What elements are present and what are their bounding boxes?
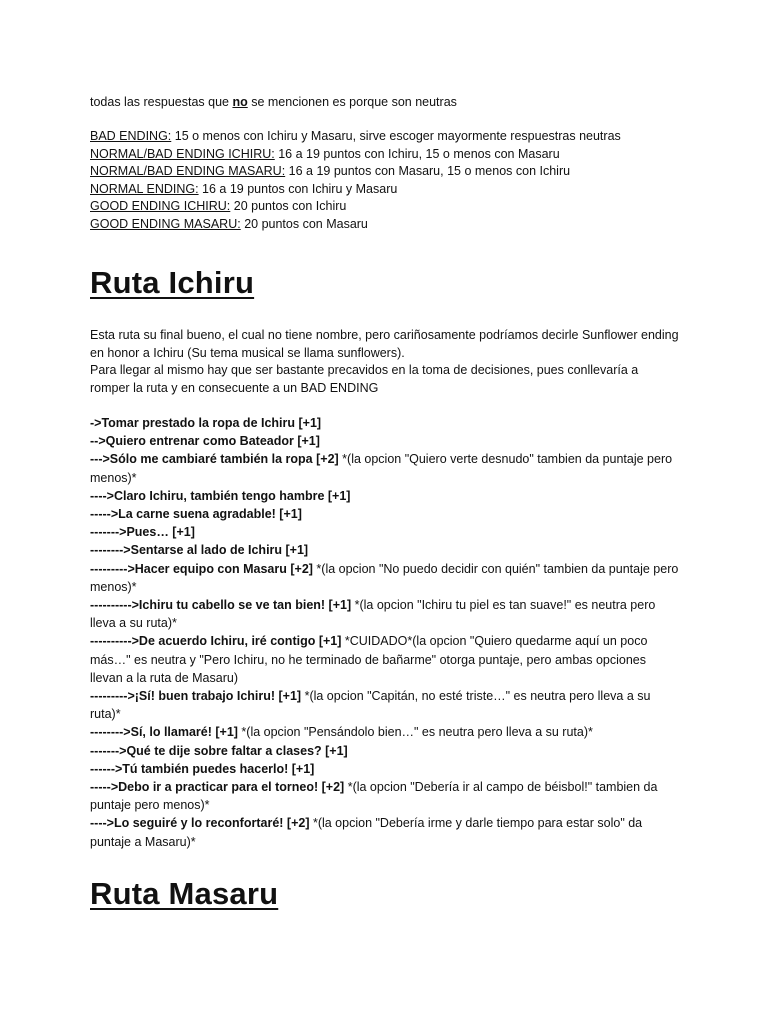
step-item (90, 505, 680, 523)
step-note: *(la opcion "Debería ir al campo de béisbol!" tambien da puntaje pero menos)* (90, 780, 658, 813)
intro-emphasis: no (232, 95, 248, 109)
step-choice: ---->Lo seguiré y lo reconfortaré! [+2] (90, 816, 310, 831)
ending-label: NORMAL ENDING: (90, 181, 199, 196)
step-item (90, 723, 680, 741)
step-item (90, 560, 680, 596)
ending-label: NORMAL/BAD ENDING MASARU: (90, 164, 286, 178)
ending-row (90, 216, 621, 234)
step-choice: --------->¡Sí! buen trabajo Ichiru! [+1] (90, 689, 302, 704)
intro-note (90, 95, 457, 109)
ending-row (90, 128, 621, 146)
step-item (90, 760, 680, 778)
step-choice: --->Sólo me cambiaré también la ropa [+2] (90, 452, 339, 467)
step-item (90, 742, 680, 760)
intro-after: se mencionen es porque son neutras (247, 95, 457, 109)
step-item (90, 487, 680, 505)
step-choice: ------->Qué te dije sobre faltar a clases? [+1] (90, 743, 348, 758)
description-paragraph: Para llegar al mismo hay que ser bastante precavidos en la toma de decisiones, pues conllevaría a romper la ruta y en consecuente a un BAD ENDING (90, 363, 639, 395)
step-note: *(la opcion "Debería irme y darle tiempo para estar solo" da puntaje a Masaru)* (90, 816, 643, 849)
ending-row (90, 198, 621, 216)
ending-row (90, 181, 621, 199)
step-choice: ->Tomar prestado la ropa de Ichiru [+1] (90, 416, 322, 430)
step-choice: --------->Hacer equipo con Masaru [+2] (90, 561, 313, 576)
step-choice: ------>Tú también puedes hacerlo! [+1] (90, 761, 315, 776)
ending-text: 16 a 19 puntos con Masaru, 15 o menos con Ichiru (285, 164, 571, 178)
route-masaru-heading: Ruta Masaru (90, 876, 279, 911)
step-item (90, 432, 680, 450)
step-item (90, 541, 680, 559)
step-item (90, 523, 680, 541)
ending-row (90, 163, 621, 181)
step-item (90, 450, 680, 486)
ending-label: NORMAL/BAD ENDING ICHIRU: (90, 146, 275, 161)
route-ichiru-heading: Ruta Ichiru (90, 265, 255, 300)
step-choice: -->Quiero entrenar como Bateador [+1] (90, 434, 320, 449)
step-item (90, 687, 680, 723)
step-choice: ----->La carne suena agradable! [+1] (90, 507, 302, 522)
step-choice: ---->Claro Ichiru, también tengo hambre [+1] (90, 488, 351, 503)
ending-label: GOOD ENDING ICHIRU: (90, 199, 231, 213)
step-choice: -------->Sí, lo llamaré! [+1] (90, 725, 238, 740)
endings-list (90, 128, 621, 233)
step-note: *(la opcion "Quiero verte desnudo" tambien da puntaje pero menos)* (90, 452, 673, 485)
route-ichiru-description (90, 327, 680, 397)
step-choice: ----->Debo ir a practicar para el torneo! [+2] (90, 780, 345, 795)
ending-text: 20 puntos con Ichiru (230, 199, 347, 213)
step-item (90, 778, 680, 814)
route-ichiru-steps (90, 414, 680, 851)
step-choice: ---------->Ichiru tu cabello se ve tan bien! [+1] (90, 598, 352, 613)
step-choice: ---------->De acuerdo Ichiru, iré contigo [+1] (90, 634, 342, 649)
ending-text: 16 a 19 puntos con Ichiru, 15 o menos con Masaru (274, 146, 560, 161)
ending-text: 16 a 19 puntos con Ichiru y Masaru (198, 181, 398, 196)
step-note: *(la opcion "No puedo decidir con quién" tambien da puntaje pero menos)* (90, 561, 679, 594)
description-paragraph: Esta ruta su final bueno, el cual no tiene nombre, pero cariñosamente podríamos decirle Sunflower ending en honor a Ichiru (Su tema musical se llama sunflowers). (90, 328, 679, 360)
ending-label: GOOD ENDING MASARU: (90, 216, 241, 231)
step-choice: ------->Pues… [+1] (90, 525, 195, 540)
step-item (90, 814, 680, 850)
ending-text: 15 o menos con Ichiru y Masaru, sirve escoger mayormente respuestras neutras (171, 129, 621, 143)
step-note: *CUIDADO*(la opcion "Quiero quedarme aquí un poco más…" es neutra y "Pero Ichiru, no he terminado de bañarme" otorga puntaje, pero ambas opciones llevan a la ruta de Masaru) (90, 634, 648, 685)
ending-row (90, 146, 621, 164)
step-note: *(la opcion "Pensándolo bien…" es neutra pero lleva a su ruta)* (237, 725, 593, 740)
step-choice: -------->Sentarse al lado de Ichiru [+1] (90, 543, 309, 558)
intro-before: todas las respuestas que (90, 95, 233, 109)
ending-label: BAD ENDING: (90, 129, 172, 143)
step-note: *(la opcion "Capitán, no esté triste…" es neutra pero lleva a su ruta)* (90, 689, 651, 722)
ending-text: 20 puntos con Masaru (240, 216, 368, 231)
step-note: *(la opcion "Ichiru tu piel es tan suave!" es neutra pero lleva a su ruta)* (90, 598, 656, 631)
step-item (90, 596, 680, 632)
step-item (90, 632, 680, 687)
step-item (90, 414, 680, 432)
